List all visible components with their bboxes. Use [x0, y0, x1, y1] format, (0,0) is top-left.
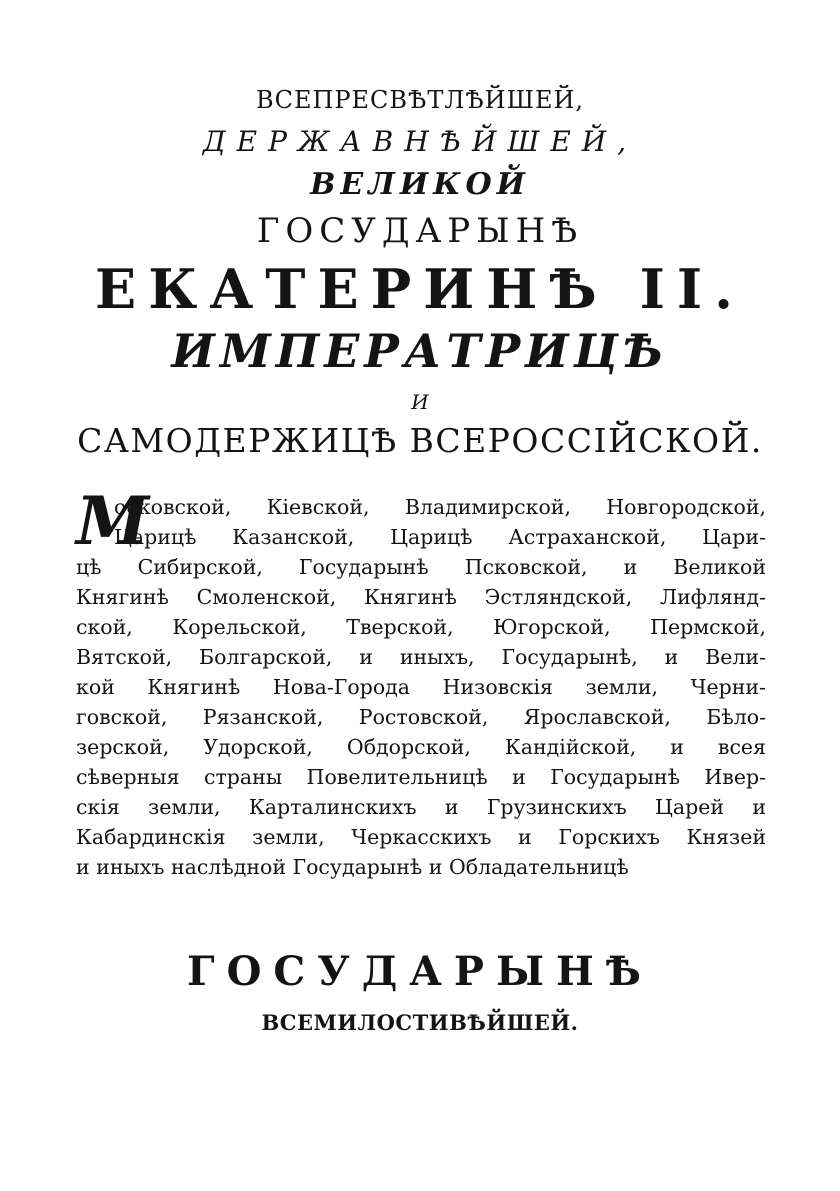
paragraph-line: и иныхъ наслѣдной Государынѣ и Обладательницѣ — [76, 855, 629, 879]
paragraph-line: ской, Корельской, Тверской, Югорской, Пермской, — [76, 615, 766, 639]
dedication-title: ГОСУДАРЫНѢ — [186, 948, 654, 995]
paragraph-line: сѣверныя страны Повелительницѣ и Государынѣ Ивер- — [76, 765, 766, 789]
paragraph-line: цѣ Сибирской, Государынѣ Псковской, и Великой — [76, 555, 766, 579]
title-line-6: ИМПЕРАТРИЦѢ — [171, 324, 669, 378]
paragraph-line: Царицѣ Казанской, Царицѣ Астраханской, Цари- — [114, 525, 766, 549]
title-conjunction: И — [411, 390, 429, 414]
drop-cap: М — [76, 482, 150, 560]
title-line-3: ВЕЛИКОЙ — [310, 167, 530, 202]
titles-paragraph — [76, 482, 766, 882]
paragraph-line: Кабардинскія земли, Черкасскихъ и Горскихъ Князей — [76, 825, 766, 849]
paragraph-line: говской, Рязанской, Ростовской, Ярославской, Бѣло- — [76, 705, 766, 729]
title-line-1: ВСЕПРЕСВѢТЛѢЙШЕЙ, — [255, 86, 585, 114]
paragraph-line: Княгинѣ Смоленской, Княгинѣ Эстляндской, Лифлянд- — [76, 585, 766, 609]
paragraph-line: кой Княгинѣ Нова-Города Низовскія земли, Черни- — [76, 675, 766, 699]
paragraph-line: осковской, Кіевской, Владимирской, Новгородской, — [114, 495, 766, 519]
title-line-2: ДЕРЖАВНѢЙШЕЙ, — [202, 125, 638, 158]
dedication-subtitle: ВСЕМИЛОСТИВѢЙШЕЙ. — [261, 1010, 579, 1035]
paragraph-line: Вятской, Болгарской, и иныхъ, Государынѣ, и Вели- — [76, 645, 766, 669]
paragraph-line: скія земли, Карталинскихъ и Грузинскихъ Царей и — [76, 795, 766, 819]
paragraph-line: зерской, Удорской, Обдорской, Кандійской, и всея — [76, 735, 766, 759]
title-line-4: ГОСУДАРЫНѢ — [256, 211, 584, 251]
title-name: ЕКАТЕРИНѢ II. — [95, 257, 745, 321]
title-line-8: САМОДЕРЖИЦѢ ВСЕРОССІЙСКОЙ. — [77, 421, 763, 460]
